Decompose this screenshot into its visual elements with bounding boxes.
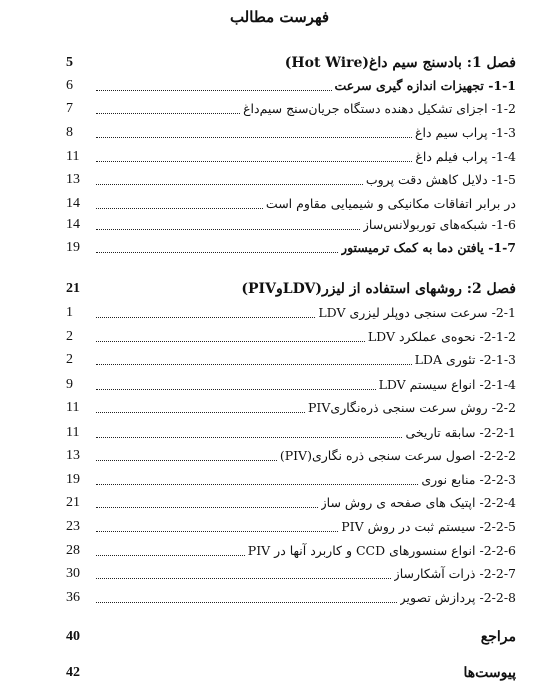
toc-entry-title: 1-6- شبکه‌های توربولانس‌ساز: [362, 217, 516, 232]
toc-entry-2-2-1[interactable]: [66, 420, 516, 442]
toc-page-number: 40: [66, 629, 80, 644]
toc-leader: [96, 483, 418, 485]
toc-leader: [96, 207, 263, 209]
toc-page-number: 36: [66, 590, 80, 605]
toc-entry-1-6[interactable]: [66, 212, 516, 234]
toc-leader: [96, 363, 412, 365]
toc-page-number: 11: [66, 425, 80, 440]
toc-entry-title: 1-4- پراب فیلم داغ: [415, 149, 516, 164]
toc-page-number: 42: [66, 665, 80, 680]
toc-entry-title: 2-1-3- تئوری LDA: [414, 352, 516, 367]
toc-leader: [96, 577, 391, 579]
toc-entry-title: 2-2-6- انواع سنسورهای CCD و کاربرد آنها در PIV: [247, 543, 516, 558]
toc-entry-resistance[interactable]: [66, 191, 516, 213]
toc-leader: [96, 641, 478, 642]
toc-entry-title: 2-2-7- ذرات آشکارساز: [393, 566, 516, 581]
toc-page-number: 8: [66, 125, 73, 140]
toc-entry-2-2-5[interactable]: [66, 514, 516, 536]
toc-chapter-title: مراجع: [480, 629, 516, 645]
toc-entry-title: 2-2-3- منابع نوری: [421, 472, 516, 487]
toc-leader: [96, 530, 338, 532]
toc-chapter-1[interactable]: [66, 50, 516, 72]
toc-leader: [96, 136, 412, 138]
toc-entry-title: 1-2- اجزای تشکیل دهنده دستگاه جریان‌سنج سیم‌داغ: [243, 101, 516, 116]
toc-page-number: 11: [66, 400, 80, 415]
toc-entry-title: 2-2-8- پردازش تصویر: [399, 590, 516, 605]
toc-leader: [96, 677, 461, 678]
toc-entry-title: 2-2-5- سیستم ثبت در روش PIV: [341, 519, 516, 534]
toc-page-number: 7: [66, 101, 73, 116]
toc-chapter-title: پیوست‌ها: [463, 665, 516, 681]
toc-leader: [96, 459, 277, 461]
toc-entry-title: 2-1-2- نحوه‌ی عملکرد LDV: [367, 329, 516, 344]
toc-entry-1-3[interactable]: [66, 120, 516, 142]
toc-entry-2-1-3[interactable]: [66, 347, 516, 369]
toc-leader: [96, 340, 365, 342]
toc-page-number: 14: [66, 196, 80, 211]
toc-chapter-title: فصل 1: بادسنج سیم داغ(Hot Wire): [284, 55, 516, 71]
toc-entry-1-7[interactable]: [66, 235, 516, 257]
toc-entry-title: 1-5- دلایل کاهش دقت پروب: [365, 172, 516, 187]
toc-page-number: 1: [66, 305, 73, 320]
toc-leader: [96, 112, 240, 114]
toc-page-number: 13: [66, 448, 80, 463]
toc-leader: [96, 554, 245, 556]
toc-chapter-2[interactable]: [66, 276, 516, 298]
toc-entry-title: در برابر اتفاقات مکانیکی و شیمیایی مقاوم است: [265, 196, 516, 211]
toc-page-number: 19: [66, 472, 80, 487]
toc-leader: [96, 436, 402, 438]
toc-entry-title: 2-1-4- انواع سیستم LDV: [378, 377, 516, 392]
toc-entry-2-1-2[interactable]: [66, 324, 516, 346]
toc-entry-2-2-8[interactable]: [66, 585, 516, 607]
toc-entry-1-2[interactable]: [66, 96, 516, 118]
toc-entry-title: 2-2-1- سابقه تاریخی: [405, 425, 516, 440]
toc-entry-2-1-4[interactable]: [66, 372, 516, 394]
toc-references[interactable]: [66, 624, 516, 646]
toc-chapter-title: فصل 2: روشهای استفاده از لیزر(LDVوPIV): [241, 281, 516, 297]
toc-entry-2-2-7[interactable]: [66, 561, 516, 583]
toc-leader: [96, 316, 315, 318]
toc-page-number: 5: [66, 55, 73, 70]
toc-leader: [96, 388, 376, 390]
toc-entry-2-2-2[interactable]: [66, 443, 516, 465]
toc-page-number: 21: [66, 281, 80, 296]
toc-entry-title: 2-2- روش سرعت سنجی ذره‌نگاریPIV: [308, 400, 516, 415]
toc-page-number: 23: [66, 519, 80, 534]
toc-leader: [96, 601, 397, 603]
toc-entry-2-2-6[interactable]: [66, 538, 516, 560]
toc-page-number: 28: [66, 543, 80, 558]
toc-page-number: 14: [66, 217, 80, 232]
toc-entry-1-4[interactable]: [66, 144, 516, 166]
toc-page-number: 21: [66, 495, 80, 510]
toc-page-number: 30: [66, 566, 80, 581]
toc-leader: [96, 89, 332, 91]
toc-page-number: 9: [66, 377, 73, 392]
page-title: فهرست مطالب: [229, 8, 330, 26]
toc-leader: [96, 160, 412, 162]
toc-entry-2-2-3[interactable]: [66, 467, 516, 489]
toc-page-number: 19: [66, 240, 80, 255]
toc-entry-title: 1-7- یافتن دما به کمک ترمیستور: [341, 240, 516, 255]
toc-appendices[interactable]: [66, 660, 516, 682]
toc-entry-2-2[interactable]: [66, 395, 516, 417]
toc-entry-title: 1-1- تجهیزات اندازه گیری سرعت: [334, 78, 516, 93]
toc-entry-title: 2-2-2- اصول سرعت سنجی ذره نگاری(PIV): [279, 448, 516, 463]
toc-leader: [96, 183, 363, 185]
toc-page-number: 6: [66, 78, 73, 93]
toc-leader: [96, 251, 338, 253]
toc-leader: [96, 67, 282, 68]
toc-entry-title: 2-2-4- اپتیک های صفحه ی روش ساز: [320, 495, 516, 510]
toc-page-number: 11: [66, 149, 80, 164]
toc-entry-2-2-4[interactable]: [66, 490, 516, 512]
toc-entry-1-5[interactable]: [66, 167, 516, 189]
toc-leader: [96, 293, 238, 294]
toc-page-number: 2: [66, 329, 73, 344]
toc-entry-title: 1-3- پراب سیم داغ: [415, 125, 516, 140]
toc-page-number: 2: [66, 352, 73, 367]
toc-page-number: 13: [66, 172, 80, 187]
toc-entry-2-1[interactable]: [66, 300, 516, 322]
toc-entry-1-1[interactable]: [66, 73, 516, 95]
toc-entry-title: 2-1- سرعت سنجی دوپلر لیزری LDV: [318, 305, 516, 320]
toc-leader: [96, 228, 360, 230]
toc-leader: [96, 411, 305, 413]
toc-leader: [96, 506, 318, 508]
